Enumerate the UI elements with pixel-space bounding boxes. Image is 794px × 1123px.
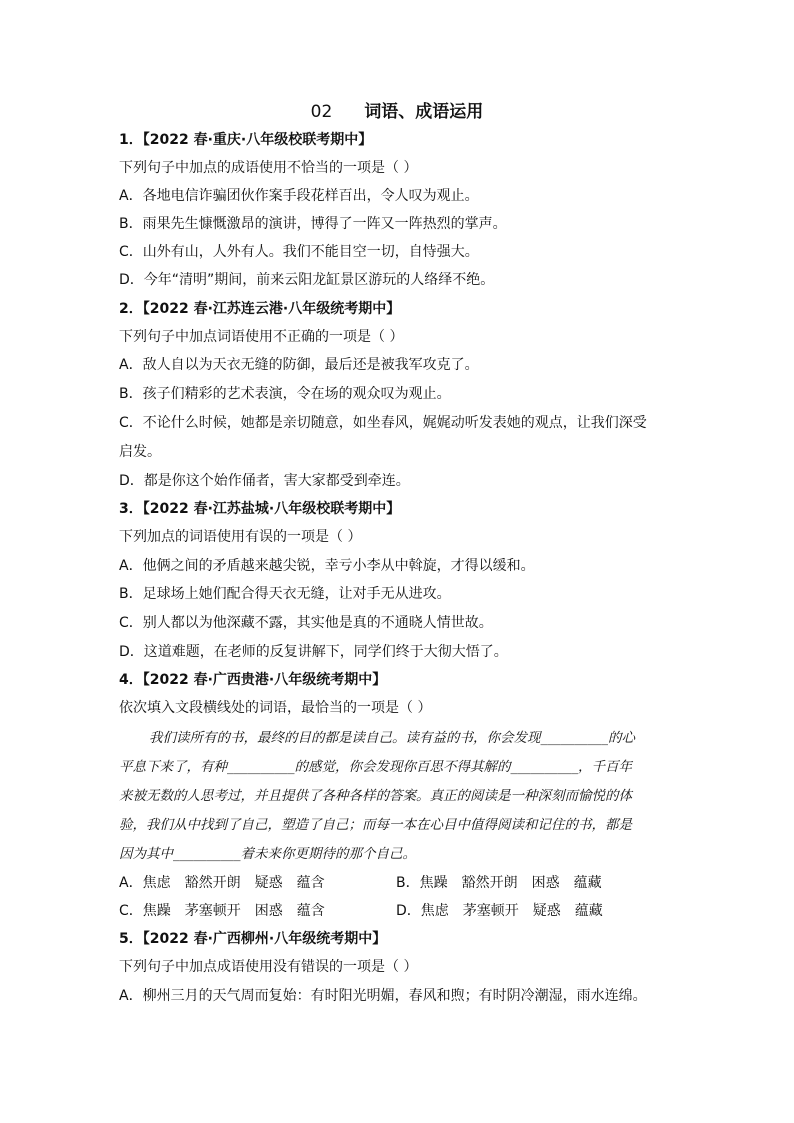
question-1-option-d: D．今年“清明”期间，前来云阳龙缸景区游玩的人络绎不绝。 <box>119 272 495 288</box>
page-title <box>0 97 794 122</box>
question-2-option-c-continued: 启发。 <box>119 444 161 460</box>
question-1-option-a: A．各地电信诈骗团伙作案手段花样百出，令人叹为观止。 <box>119 188 479 204</box>
question-3-header: 3．【2022 春·江苏盐城·八年级校联考期中】 <box>119 501 401 517</box>
question-1-option-b: B．雨果先生慷慨激昂的演讲，博得了一阵又一阵热烈的掌声。 <box>119 216 507 232</box>
question-2-prompt: 下列句子中加点词语使用不正确的一项是（ ） <box>119 329 404 345</box>
question-5-header: 5．【2022 春·广西柳州·八年级统考期中】 <box>119 931 387 947</box>
question-1-option-c: C．山外有山，人外有人。我们不能目空一切，自恃强大。 <box>119 244 479 260</box>
question-4-option-c: C．焦躁 茅塞顿开 困惑 蕴含 <box>119 903 325 919</box>
question-4-prompt: 依次填入文段横线处的词语，最恰当的一项是（ ） <box>119 700 432 716</box>
question-4-options-row-1 <box>119 873 689 893</box>
passage-line-5: 因为其中__________着未来你更期待的那个自己。 <box>119 846 416 862</box>
question-2-option-b: B．孩子们精彩的艺术表演，令在场的观众叹为观止。 <box>119 386 451 402</box>
question-1-header: 1．【2022 春·重庆·八年级校联考期中】 <box>119 132 373 148</box>
question-4-header: 4．【2022 春·广西贵港·八年级统考期中】 <box>119 672 387 688</box>
question-4-option-a: A．焦虑 豁然开朗 疑惑 蕴含 <box>119 875 325 891</box>
question-2-option-c: C．不论什么时候，她都是亲切随意，如坐春风，娓娓动听发表她的观点，让我们深受 <box>119 415 647 431</box>
passage-line-4: 验，我们从中找到了自己，塑造了自己；而每一本在心目中值得阅读和记住的书，都是 <box>119 817 632 833</box>
question-3-option-c: C．别人都以为他深藏不露，其实他是真的不通晓人情世故。 <box>119 615 493 631</box>
question-4-option-d: D．焦虑 茅塞顿开 疑惑 蕴藏 <box>396 903 603 919</box>
question-2-option-a: A．敌人自以为天衣无缝的防御，最后还是被我军攻克了。 <box>119 357 479 373</box>
question-2-option-d: D．都是你这个始作俑者，害大家都受到牵连。 <box>119 473 410 489</box>
passage-line-1: 我们读所有的书，最终的目的都是读自己。读有益的书，你会发现__________的心 <box>149 730 635 746</box>
question-4-option-b: B．焦躁 豁然开朗 困惑 蕴藏 <box>396 875 602 891</box>
question-3-prompt: 下列加点的词语使用有误的一项是（ ） <box>119 529 362 545</box>
question-3-option-a: A．他俩之间的矛盾越来越尖锐，幸亏小李从中斡旋，才得以缓和。 <box>119 558 535 574</box>
section-number: 02 <box>310 102 333 122</box>
passage-line-2: 平息下来了，有种__________的感觉，你会发现你百思不得其解的__________，千百年 <box>119 759 632 775</box>
question-5-prompt: 下列句子中加点成语使用没有错误的一项是（ ） <box>119 959 418 975</box>
question-4-options-row-2 <box>119 901 689 921</box>
passage-line-3: 来被无数的人思考过，并且提供了各种各样的答案。真正的阅读是一种深刻而愉悦的体 <box>119 788 632 804</box>
question-2-header: 2．【2022 春·江苏连云港·八年级统考期中】 <box>119 301 401 317</box>
question-3-option-b: B．足球场上她们配合得天衣无缝，让对手无从进攻。 <box>119 586 451 602</box>
question-3-option-d: D．这道难题，在老师的反复讲解下，同学们终于大彻大悟了。 <box>119 644 508 660</box>
question-5-option-a: A．柳州三月的天气周而复始：有时阳光明媚，春风和煦；有时阴冷潮湿，雨水连绵。 <box>119 988 647 1004</box>
section-title: 词语、成语运用 <box>364 102 484 122</box>
question-1-prompt: 下列句子中加点的成语使用不恰当的一项是（ ） <box>119 160 418 176</box>
